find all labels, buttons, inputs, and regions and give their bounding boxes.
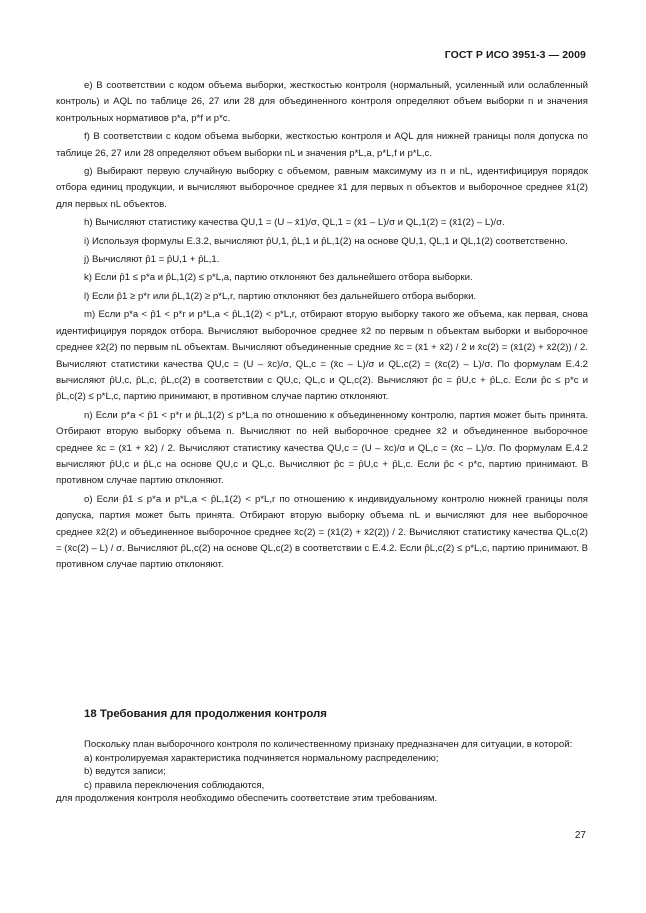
document-header: ГОСТ Р ИСО 3951-3 — 2009 <box>444 49 586 61</box>
list-item: c) правила переключения соблюдаются, <box>84 779 265 791</box>
paragraph-e: е) В соответствии с кодом объема выборки, жесткостью контроля (нормальный, усиленный или ослабленный контроль) и AQL по таблице 26, 27 или 28 для объединенного контроля определяют объем выборки n и значения контрольных нормативов p*a, p*f и p*c. <box>56 80 588 124</box>
paragraph-k: k) Если p̂1 ≤ p*a и p̂L,1(2) ≤ p*L,a, партию отклоняют без дальнейшего отбора выборки. <box>84 272 473 284</box>
paragraph-i: i) Используя формулы Е.3.2, вычисляют p̂U,1, p̂L,1 и p̂L,1(2) на основе QU,1, QL,1 и QL,1(2) соответственно. <box>84 235 568 247</box>
paragraph-o: o) Если p̂1 ≤ p*a и p*L,a < p̂L,1(2) < p*L,r по отношению к индивидуальному контролю нижней границы поля допуска, партия может быть принята. Отбирают вторую выборку объема nL и вычисляют для нее выборочное среднее x̄2(2) и объединенное выборочное среднее x̄c(2) = (x̄1(2) + x̄2(2)) / 2. Вычисляют статистику качества QL,c(2) = (x̄c(2) – L) / σ. Вычисляют p̂L,c(2) на основе QL,c(2) в соответствии с Е.4.2. Если p̂L,c(2) ≤ p*L,c, партию принимают. В противном случае партию отклоняют. <box>56 493 588 571</box>
list-item: a) контролируемая характеристика подчиняется нормальному распределению; <box>84 752 439 764</box>
section-body <box>56 738 588 806</box>
paragraph-f: f) В соответствии с кодом объема выборки, жесткостью контроля и AQL для нижней границы поля допуска по таблице 26, 27 или 28 определяют объем выборки nL и значения p*L,a, p*L,f и p*L,c. <box>56 131 588 159</box>
list-item: b) ведутся записи; <box>84 766 166 778</box>
paragraph-g: g) Выбирают первую случайную выборку с объемом, равным максимуму из n и nL, идентифицируя порядок отбора единиц продукции, и вычисляют выборочное среднее x̄1 для первых n объектов и выборочное среднее x̄1(2) для первых nL объектов. <box>56 166 588 210</box>
body-text <box>56 78 588 574</box>
section-outro: для продолжения контроля необходимо обеспечить соответствие этим требованиям. <box>56 793 438 805</box>
section-intro: Поскольку план выборочного контроля по количественному признаку предназначен для ситуации, в которой: <box>84 739 573 750</box>
paragraph-j: j) Вычисляют p̂1 = p̂U,1 + p̂L,1. <box>84 254 220 266</box>
section-heading: 18 Требования для продолжения контроля <box>84 708 327 720</box>
paragraph-m: m) Если p*a < p̂1 < p*r и p*L,a < p̂L,1(2) < p*L,r, отбирают вторую выборку такого же объема, как первая, снова идентифицируя порядок отбора. Вычисляют выборочное среднее x̄2 по первым n объектам выборки и выборочное среднее x̄2(2) по первым nL объектам. Вычисляют объединенные средние x̄c = (x̄1 + x̄2) / 2 и x̄c(2) = (x̄1(2) + x̄2(2)) / 2. Вычисляют статистики качества QU,c = (U – x̄c)/σ, QL,c = (x̄c – L)/σ и QL,c(2) = (x̄c(2) – L)/σ. По формулам Е.4.2 вычисляют p̂U,c, p̂L,c, p̂L,c(2) в соответствии с QU,c, QL,c и QL,c(2). Вычисляют p̂c = p̂U,c + p̂L,c. Если p̂c ≤ p*c и p̂L,c(2) ≤ p*L,c, партию принимают, в противном случае партию отклоняют. <box>56 309 588 403</box>
page-number: 27 <box>574 830 586 841</box>
paragraph-n: n) Если p*a < p̂1 < p*r и p̂L,1(2) ≤ p*L,a по отношению к объединенному контролю, партия может быть принята. Отбирают вторую выборку объема n. Вычисляют по ней выборочное среднее x̄2 и объединенное выборочное среднее x̄c = (x̄1 + x̄2) / 2. Вычисляют статистику качества QU,c = (U – x̄c)/σ и QL,c = (x̄c – L)/σ. По формулам Е.4.2 вычисляют p̂U,c и p̂L,c на основе QU,c и QL,c. Вычисляют p̂c = p̂U,c + p̂L,c. Если p̂c < p*c, партию принимают. В противном случае партию отклоняют. <box>56 409 588 487</box>
paragraph-h: h) Вычисляют статистику качества QU,1 = (U – x̄1)/σ, QL,1 = (x̄1 – L)/σ и QL,1(2) = (x̄1(2) – L)/σ. <box>84 217 505 229</box>
paragraph-l: l) Если p̂1 ≥ p*r или p̂L,1(2) ≥ p*L,r, партию отклоняют без дальнейшего отбора выборки. <box>84 290 477 302</box>
